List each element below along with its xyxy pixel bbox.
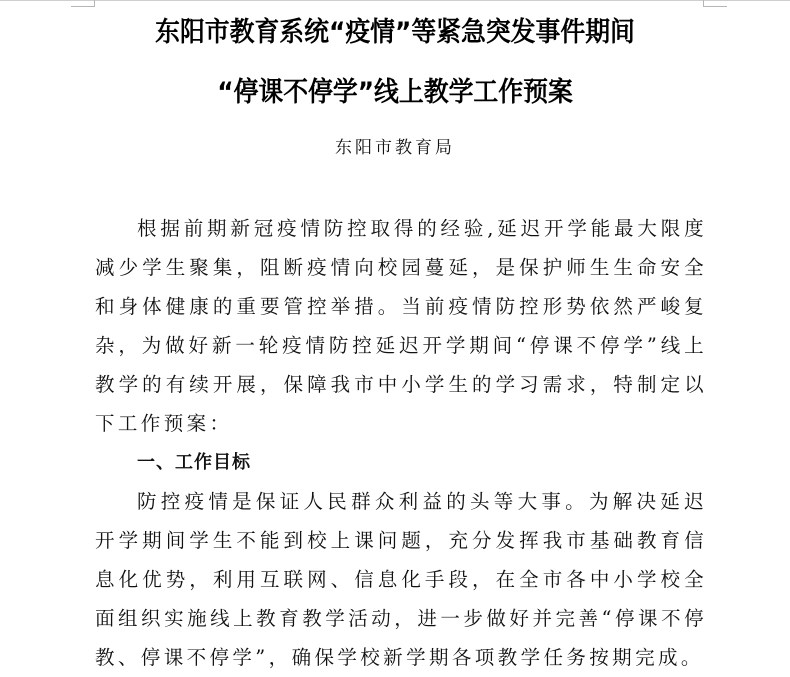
document-title-line-1: 东阳市教育系统“疫情”等紧急突发事件期间 <box>155 17 635 48</box>
margin-corner-mark-right-vertical <box>703 0 704 7</box>
section-paragraph-work-goals: 防控疫情是保证人民群众利益的头等大事。为解决延迟开学期间学生不能到校上课问题，充分发挥我市基础教育信息化优势，利用互联网、信息化手段，在全市各中小学校全面组织实施线上教育教学活动，进一步做好并完善“停课不停教、停课不停学”，确保学校新学期各项教学任务按期完成。 <box>95 490 707 669</box>
intro-paragraph: 根据前期新冠疫情防控取得的经验,延迟开学能最大限度减少学生聚集，阻断疫情向校园蔓延，是保护师生生命安全和身体健康的重要管控举措。当前疫情防控形势依然严峻复杂，为做好新一轮疫情防控延迟开学期间“停课不停学”线上教学的有续开展，保障我市中小学生的学习需求，特制定以下工作预案： <box>95 217 707 435</box>
margin-corner-mark-left-vertical <box>94 0 95 7</box>
section-heading-work-goals: 一、工作目标 <box>137 452 251 473</box>
document-author: 东阳市教育局 <box>335 138 455 158</box>
document-title-line-2: “停课不停学”线上教学工作预案 <box>217 77 573 108</box>
margin-corner-mark-left <box>71 6 95 7</box>
margin-corner-mark-right <box>703 6 727 7</box>
page-top-edge <box>0 0 790 1</box>
document-body <box>95 209 707 677</box>
